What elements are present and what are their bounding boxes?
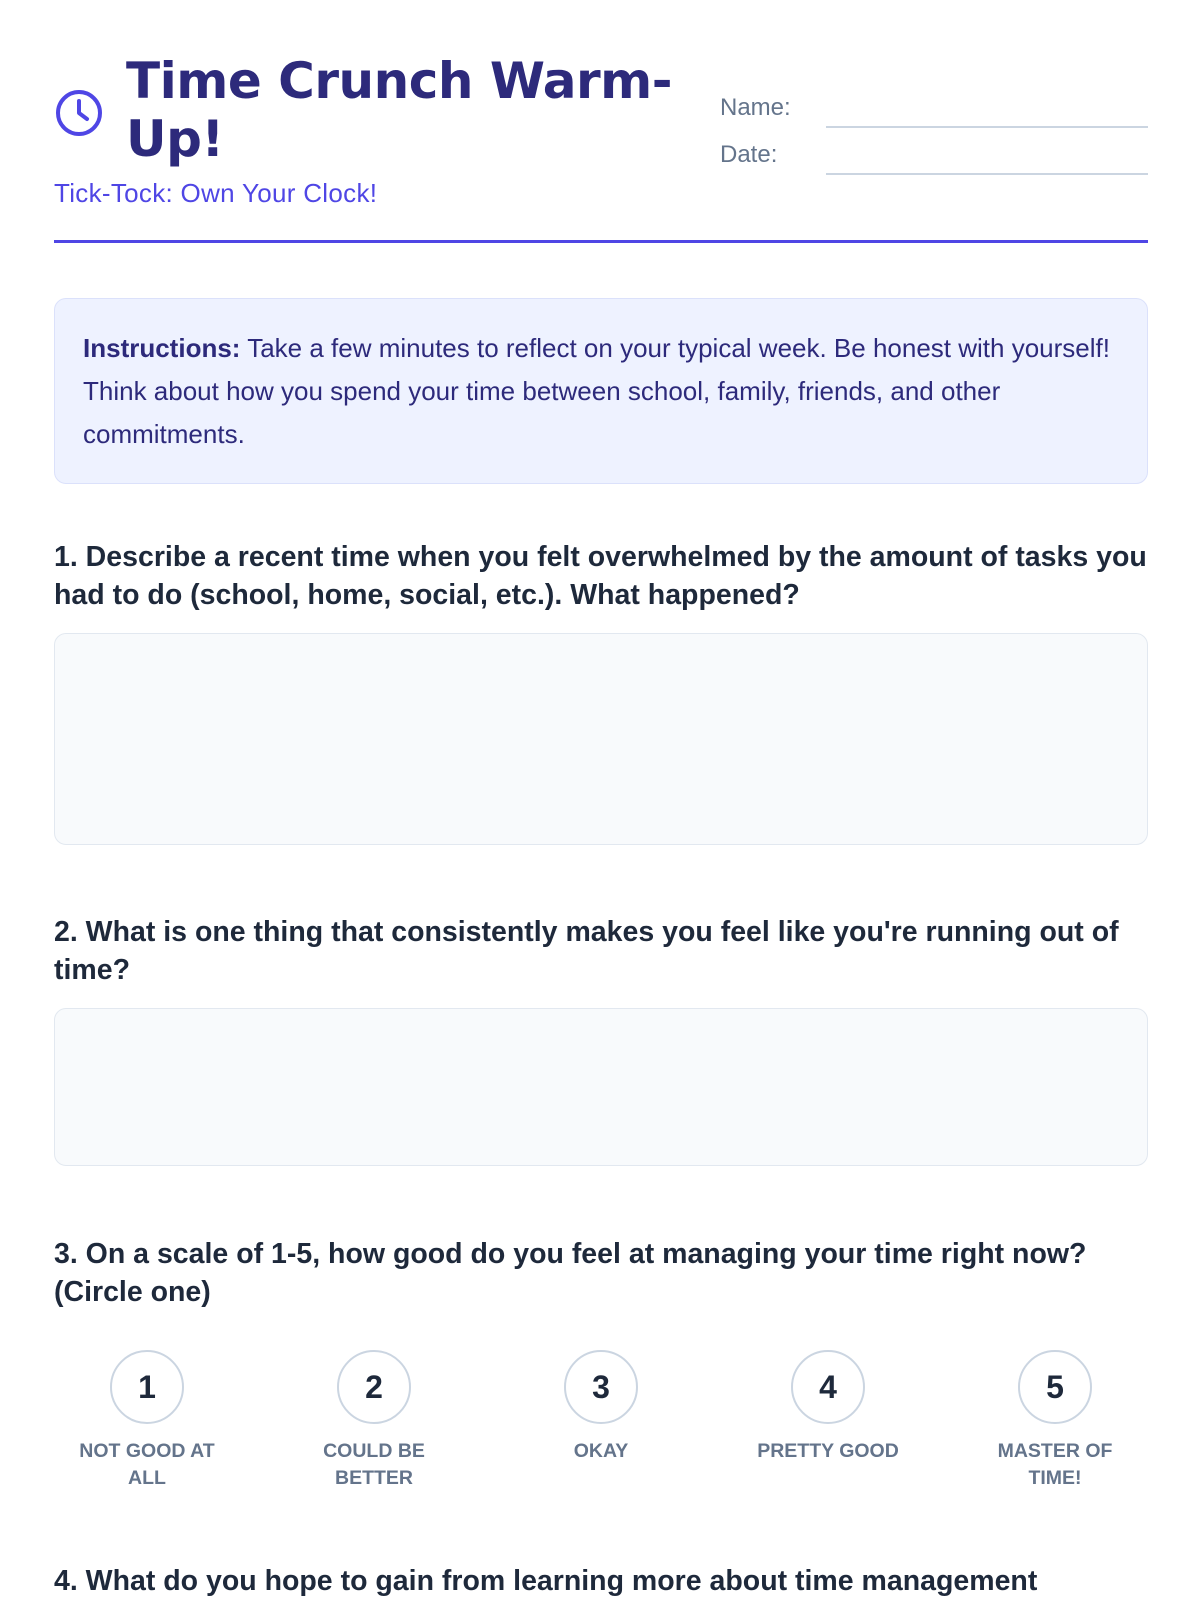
question-3: 3. On a scale of 1-5, how good do you feel at managing your time right now? (Circle one) <box>54 1238 1087 1308</box>
page-title: Time Crunch Warm-Up! <box>126 52 672 168</box>
scale-option-4[interactable] <box>753 1350 903 1465</box>
scale-circle[interactable]: 1 <box>110 1350 184 1424</box>
question-4: 4. What do you hope to gain from learning more about time management <box>54 1565 1038 1597</box>
scale-circle[interactable]: 2 <box>337 1350 411 1424</box>
date-label: Date: <box>720 141 778 168</box>
scale-label: MASTER OF TIME! <box>997 1440 1113 1489</box>
name-row <box>720 92 1148 139</box>
instructions-box <box>54 298 1148 484</box>
scale-circle[interactable]: 5 <box>1018 1350 1092 1424</box>
scale-circle[interactable]: 3 <box>564 1350 638 1424</box>
scale-label: NOT GOOD AT ALL <box>79 1440 215 1489</box>
scale-label: OKAY <box>573 1440 629 1462</box>
answer-box-2[interactable] <box>54 1008 1148 1166</box>
worksheet-header <box>54 0 1148 244</box>
name-date-fields <box>720 92 1148 186</box>
header-divider <box>54 240 1148 243</box>
scale-option-5[interactable] <box>980 1350 1130 1492</box>
question-2: 2. What is one thing that consistently makes you feel like you're running out of time? <box>54 916 1119 986</box>
clock-icon <box>54 88 104 138</box>
instructions-text: Take a few minutes to reflect on your typical week. Be honest with yourself! Think about how you spend your time between school, family, friends, and other commitments. <box>83 333 1110 449</box>
scale-label: COULD BE BETTER <box>323 1440 425 1489</box>
date-field[interactable] <box>826 173 1148 175</box>
scale-circle[interactable]: 4 <box>791 1350 865 1424</box>
question-1: 1. Describe a recent time when you felt overwhelmed by the amount of tasks you had to do (school, home, social, etc.). What happened? <box>54 541 1147 611</box>
worksheet-page <box>54 0 1148 1597</box>
answer-box-1[interactable] <box>54 633 1148 845</box>
name-label: Name: <box>720 94 791 121</box>
page-subtitle: Tick-Tock: Own Your Clock! <box>54 178 378 208</box>
scale-option-1[interactable] <box>72 1350 222 1492</box>
scale-option-2[interactable] <box>299 1350 449 1492</box>
scale-option-3[interactable] <box>526 1350 676 1465</box>
scale-label: PRETTY GOOD <box>757 1440 899 1462</box>
date-row <box>720 139 1148 186</box>
rating-scale <box>54 1350 1148 1510</box>
name-field[interactable] <box>826 126 1148 128</box>
instructions-lead: Instructions: <box>83 333 241 363</box>
